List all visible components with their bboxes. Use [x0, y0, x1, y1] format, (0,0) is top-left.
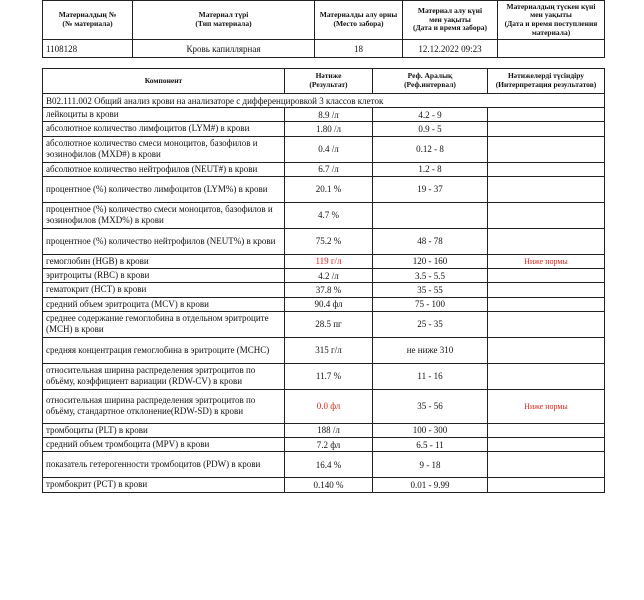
interpretation [488, 228, 605, 254]
component-name: абсолютное количество смеси моноцитов, базофилов и эозинофилов (MXD#) в крови [43, 136, 285, 162]
results-table [42, 68, 605, 493]
table-row [43, 228, 605, 254]
result-value: 37.8 % [285, 283, 373, 297]
interpretation [488, 162, 605, 176]
table-row [43, 283, 605, 297]
interpretation [488, 122, 605, 136]
result-value: 20.1 % [285, 176, 373, 202]
material-header-row [43, 1, 605, 40]
reference-range: не ниже 310 [373, 337, 488, 363]
table-row [43, 136, 605, 162]
component-name: средний объем эритроцита (MCV) в крови [43, 297, 285, 311]
table-row [43, 122, 605, 136]
interpretation [488, 311, 605, 337]
material-table [42, 0, 605, 58]
material-type: Кровь капиллярная [133, 40, 315, 58]
reference-range: 19 - 37 [373, 176, 488, 202]
interpretation [488, 283, 605, 297]
lab-report-page [42, 0, 604, 493]
ref-header: Реф. Аралық (Реф.интервал) [373, 69, 488, 94]
material-taken: 12.12.2022 09:23 [403, 40, 498, 58]
table-row [43, 297, 605, 311]
result-value: 0.4 /л [285, 136, 373, 162]
interpretation [488, 108, 605, 122]
reference-range: 0.12 - 8 [373, 136, 488, 162]
material-received-header: Материалдың түскен күні мен уақыты (Дата и время поступления материала) [498, 1, 605, 40]
table-row [43, 311, 605, 337]
interp-header: Нәтижелерді түсіндіру (Интерпретация результатов) [488, 69, 605, 94]
reference-range: 100 - 300 [373, 423, 488, 437]
result-header: Нәтиже (Результат) [285, 69, 373, 94]
table-row [43, 478, 605, 492]
component-name: среднее содержание гемоглобина в отдельном эритроците (MCH) в крови [43, 311, 285, 337]
interpretation [488, 363, 605, 389]
component-header: Компонент [43, 69, 285, 94]
component-name: абсолютное количество лимфоцитов (LYM#) в крови [43, 122, 285, 136]
group-title: B02.111.002 Общий анализ крови на анализаторе с дифференцировкой 3 классов клеток [43, 94, 605, 108]
table-row [43, 108, 605, 122]
component-name: абсолютное количество нейтрофилов (NEUT#) в крови [43, 162, 285, 176]
table-row [43, 337, 605, 363]
table-row [43, 423, 605, 437]
reference-range: 35 - 55 [373, 283, 488, 297]
component-name: процентное (%) количество нейтрофилов (NEUT%) в крови [43, 228, 285, 254]
result-value: 4.2 /л [285, 269, 373, 283]
material-number: 1108128 [43, 40, 133, 58]
material-received [498, 40, 605, 58]
interpretation [488, 423, 605, 437]
material-place: 18 [315, 40, 403, 58]
result-value: 90.4 фл [285, 297, 373, 311]
result-value: 7.2 фл [285, 438, 373, 452]
reference-range: 9 - 18 [373, 452, 488, 478]
component-name: процентное (%) количество лимфоцитов (LYM%) в крови [43, 176, 285, 202]
reference-range: 4.2 - 9 [373, 108, 488, 122]
interpretation: Ниже нормы [488, 254, 605, 268]
result-value: 75.2 % [285, 228, 373, 254]
table-row [43, 389, 605, 423]
component-name: гемоглобин (HGB) в крови [43, 254, 285, 268]
material-taken-header: Материал алу күні мен уақыты (Дата и время забора) [403, 1, 498, 40]
reference-range [373, 202, 488, 228]
interpretation [488, 478, 605, 492]
interpretation [488, 176, 605, 202]
component-name: относительная ширина распределения эритроцитов по объёму, стандартное отклонение(RDW-SD) в крови [43, 389, 285, 423]
material-number-header: Материалдың № (№ материала) [43, 1, 133, 40]
group-row [43, 94, 605, 108]
interpretation [488, 202, 605, 228]
component-name: лейкоциты в крови [43, 108, 285, 122]
reference-range: 1.2 - 8 [373, 162, 488, 176]
reference-range: 0.01 - 9.99 [373, 478, 488, 492]
interpretation [488, 269, 605, 283]
result-value: 1.80 /л [285, 122, 373, 136]
component-name: тромбокрит (PCT) в крови [43, 478, 285, 492]
result-value: 4.7 % [285, 202, 373, 228]
table-row [43, 176, 605, 202]
reference-range: 11 - 16 [373, 363, 488, 389]
reference-range: 75 - 100 [373, 297, 488, 311]
table-row [43, 162, 605, 176]
result-value: 315 г/л [285, 337, 373, 363]
interpretation [488, 297, 605, 311]
result-value: 0.140 % [285, 478, 373, 492]
result-value: 8.9 /л [285, 108, 373, 122]
table-row [43, 202, 605, 228]
reference-range: 35 - 56 [373, 389, 488, 423]
material-row [43, 40, 605, 58]
component-name: показатель гетерогенности тромбоцитов (PDW) в крови [43, 452, 285, 478]
component-name: средняя концентрация гемоглобина в эритроците (MCHC) [43, 337, 285, 363]
interpretation [488, 438, 605, 452]
table-row [43, 452, 605, 478]
interpretation [488, 337, 605, 363]
result-value: 28.5 пг [285, 311, 373, 337]
reference-range: 3.5 - 5.5 [373, 269, 488, 283]
interpretation [488, 452, 605, 478]
interpretation [488, 136, 605, 162]
component-name: эритроциты (RBC) в крови [43, 269, 285, 283]
table-row [43, 269, 605, 283]
component-name: средний объем тромбоцита (MPV) в крови [43, 438, 285, 452]
results-header-row [43, 69, 605, 94]
result-value: 188 /л [285, 423, 373, 437]
component-name: гематокрит (HCT) в крови [43, 283, 285, 297]
reference-range: 6.5 - 11 [373, 438, 488, 452]
component-name: процентное (%) количество смеси моноцитов, базофилов и эозинофилов (MXD%) в крови [43, 202, 285, 228]
interpretation: Ниже нормы [488, 389, 605, 423]
material-type-header: Материал түрі (Тип материала) [133, 1, 315, 40]
result-value: 11.7 % [285, 363, 373, 389]
result-value: 119 г/л [285, 254, 373, 268]
material-place-header: Материалды алу орны (Место забора) [315, 1, 403, 40]
component-name: относительная ширина распределения эритроцитов по объёму, коэффициент вариации (RDW-CV) в крови [43, 363, 285, 389]
reference-range: 0.9 - 5 [373, 122, 488, 136]
result-value: 16.4 % [285, 452, 373, 478]
table-row [43, 363, 605, 389]
table-row [43, 254, 605, 268]
result-value: 0.0 фл [285, 389, 373, 423]
table-row [43, 438, 605, 452]
reference-range: 48 - 78 [373, 228, 488, 254]
result-value: 6.7 /л [285, 162, 373, 176]
reference-range: 120 - 160 [373, 254, 488, 268]
component-name: тромбоциты (PLT) в крови [43, 423, 285, 437]
reference-range: 25 - 35 [373, 311, 488, 337]
